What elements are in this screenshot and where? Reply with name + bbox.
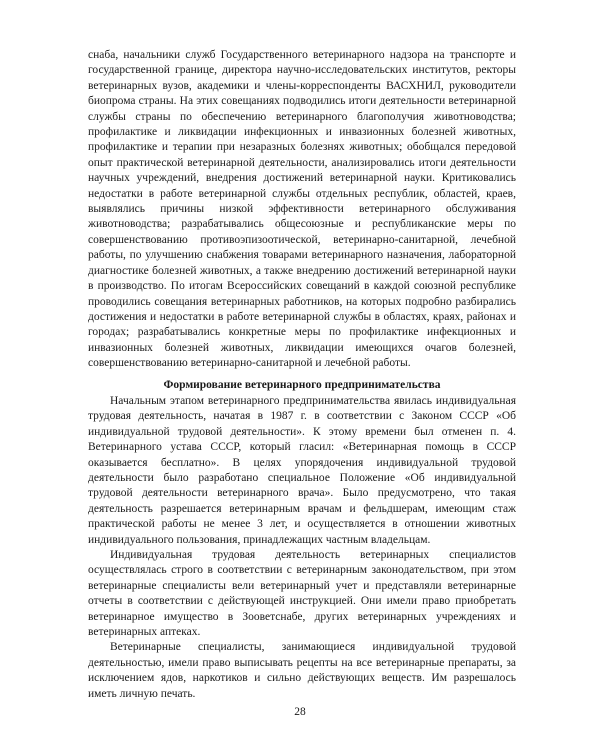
paragraph-1: снаба, начальники служб Государственного ветеринарного надзора на транспорте и государственной границе, директора научно-исследовательских институтов, ректоры ветеринарных вузов, академики и члены-корреспонденты ВАСХНИЛ, руководители биопрома страны. На этих совещаниях подводились итоги деятельности ветеринарной службы страны по обеспечению ветеринарного благополучия животноводства; профилактике и ликвидации инфекционных и инвазионных болезней животных, профилактике и терапии при незаразных болезнях животных; обобщался передовой опыт практической ветеринарной деятельности, анализировались итоги деятельности научных учреждений, внедрения достижений ветеринарной науки. Критиковались недостатки в работе ветеринарной службы отдельных республик, областей, краев, выявлялись причины низкой эффективности ветеринарного обслуживания животноводства; разрабатывались общесоюзные и республиканские меры по совершенствованию противоэпизоотической, ветеринарно-санитарной, лечебной работы, по улучшению снабжения товарами ветеринарного назначения, лабораторной диагностике болезней животных, а также внедрению достижений ветеринарной науки в производство. По итогам Всероссийских совещаний в каждой союзной республике проводились совещания ветеринарных работников, на которых подробно разбирались достижения и недостатки в работе ветеринарной службы в областях, краях, районах и городах; разрабатывались конкретные меры по профилактике инфекционных и инвазионных болезней животных, ликвидации имеющихся очагов болезней, совершенствованию ветеринарно-санитарной и лечебной работы.	[88, 49, 516, 370]
page-number: 28	[294, 706, 306, 718]
paragraph-3: Индивидуальная трудовая деятельность ветеринарных специалистов осуществлялась строго в соответствии с ветеринарным законодательством, при этом ветеринарные специалисты вели ветеринарный учет и представляли ветеринарные отчеты в соответствии с действующей инструкцией. Они имели право приобретать ветеринарное имущество в Зооветснабе, других ветеринарных учреждениях и ветеринарных аптеках.	[88, 549, 516, 639]
paragraph-2: Начальным этапом ветеринарного предпринимательства явилась индивидуальная трудовая деятельность, начатая в 1987 г. в соответствии с Законом СССР «Об индивидуальной трудовой деятельности». К этому времени был отменен п. 4. Ветеринарного устава СССР, который гласил: «Ветеринарная помощь в СССР оказывается бесплатно». В целях упорядочения индивидуальной трудовой деятельности было разработано специальное Положение «Об индивидуальной трудовой деятельности ветеринарного врача». Было предусмотрено, что такая деятельность разрешается ветеринарным врачам и фельдшерам, имеющим стаж практической работы не менее 3 лет, и осуществляется в отношении животных индивидуального пользования, принадлежащих частным владельцам.	[88, 394, 516, 546]
page-body	[88, 48, 516, 702]
section-heading: Формирование ветеринарного предпринимательства	[163, 378, 441, 391]
paragraph-4: Ветеринарные специалисты, занимающиеся индивидуальной трудовой деятельностью, имели право выписывать рецепты на все ветеринарные препараты, за исключением ядов, наркотиков и сильно действующих веществ. Им разрешалось иметь личную печать.	[88, 641, 516, 700]
